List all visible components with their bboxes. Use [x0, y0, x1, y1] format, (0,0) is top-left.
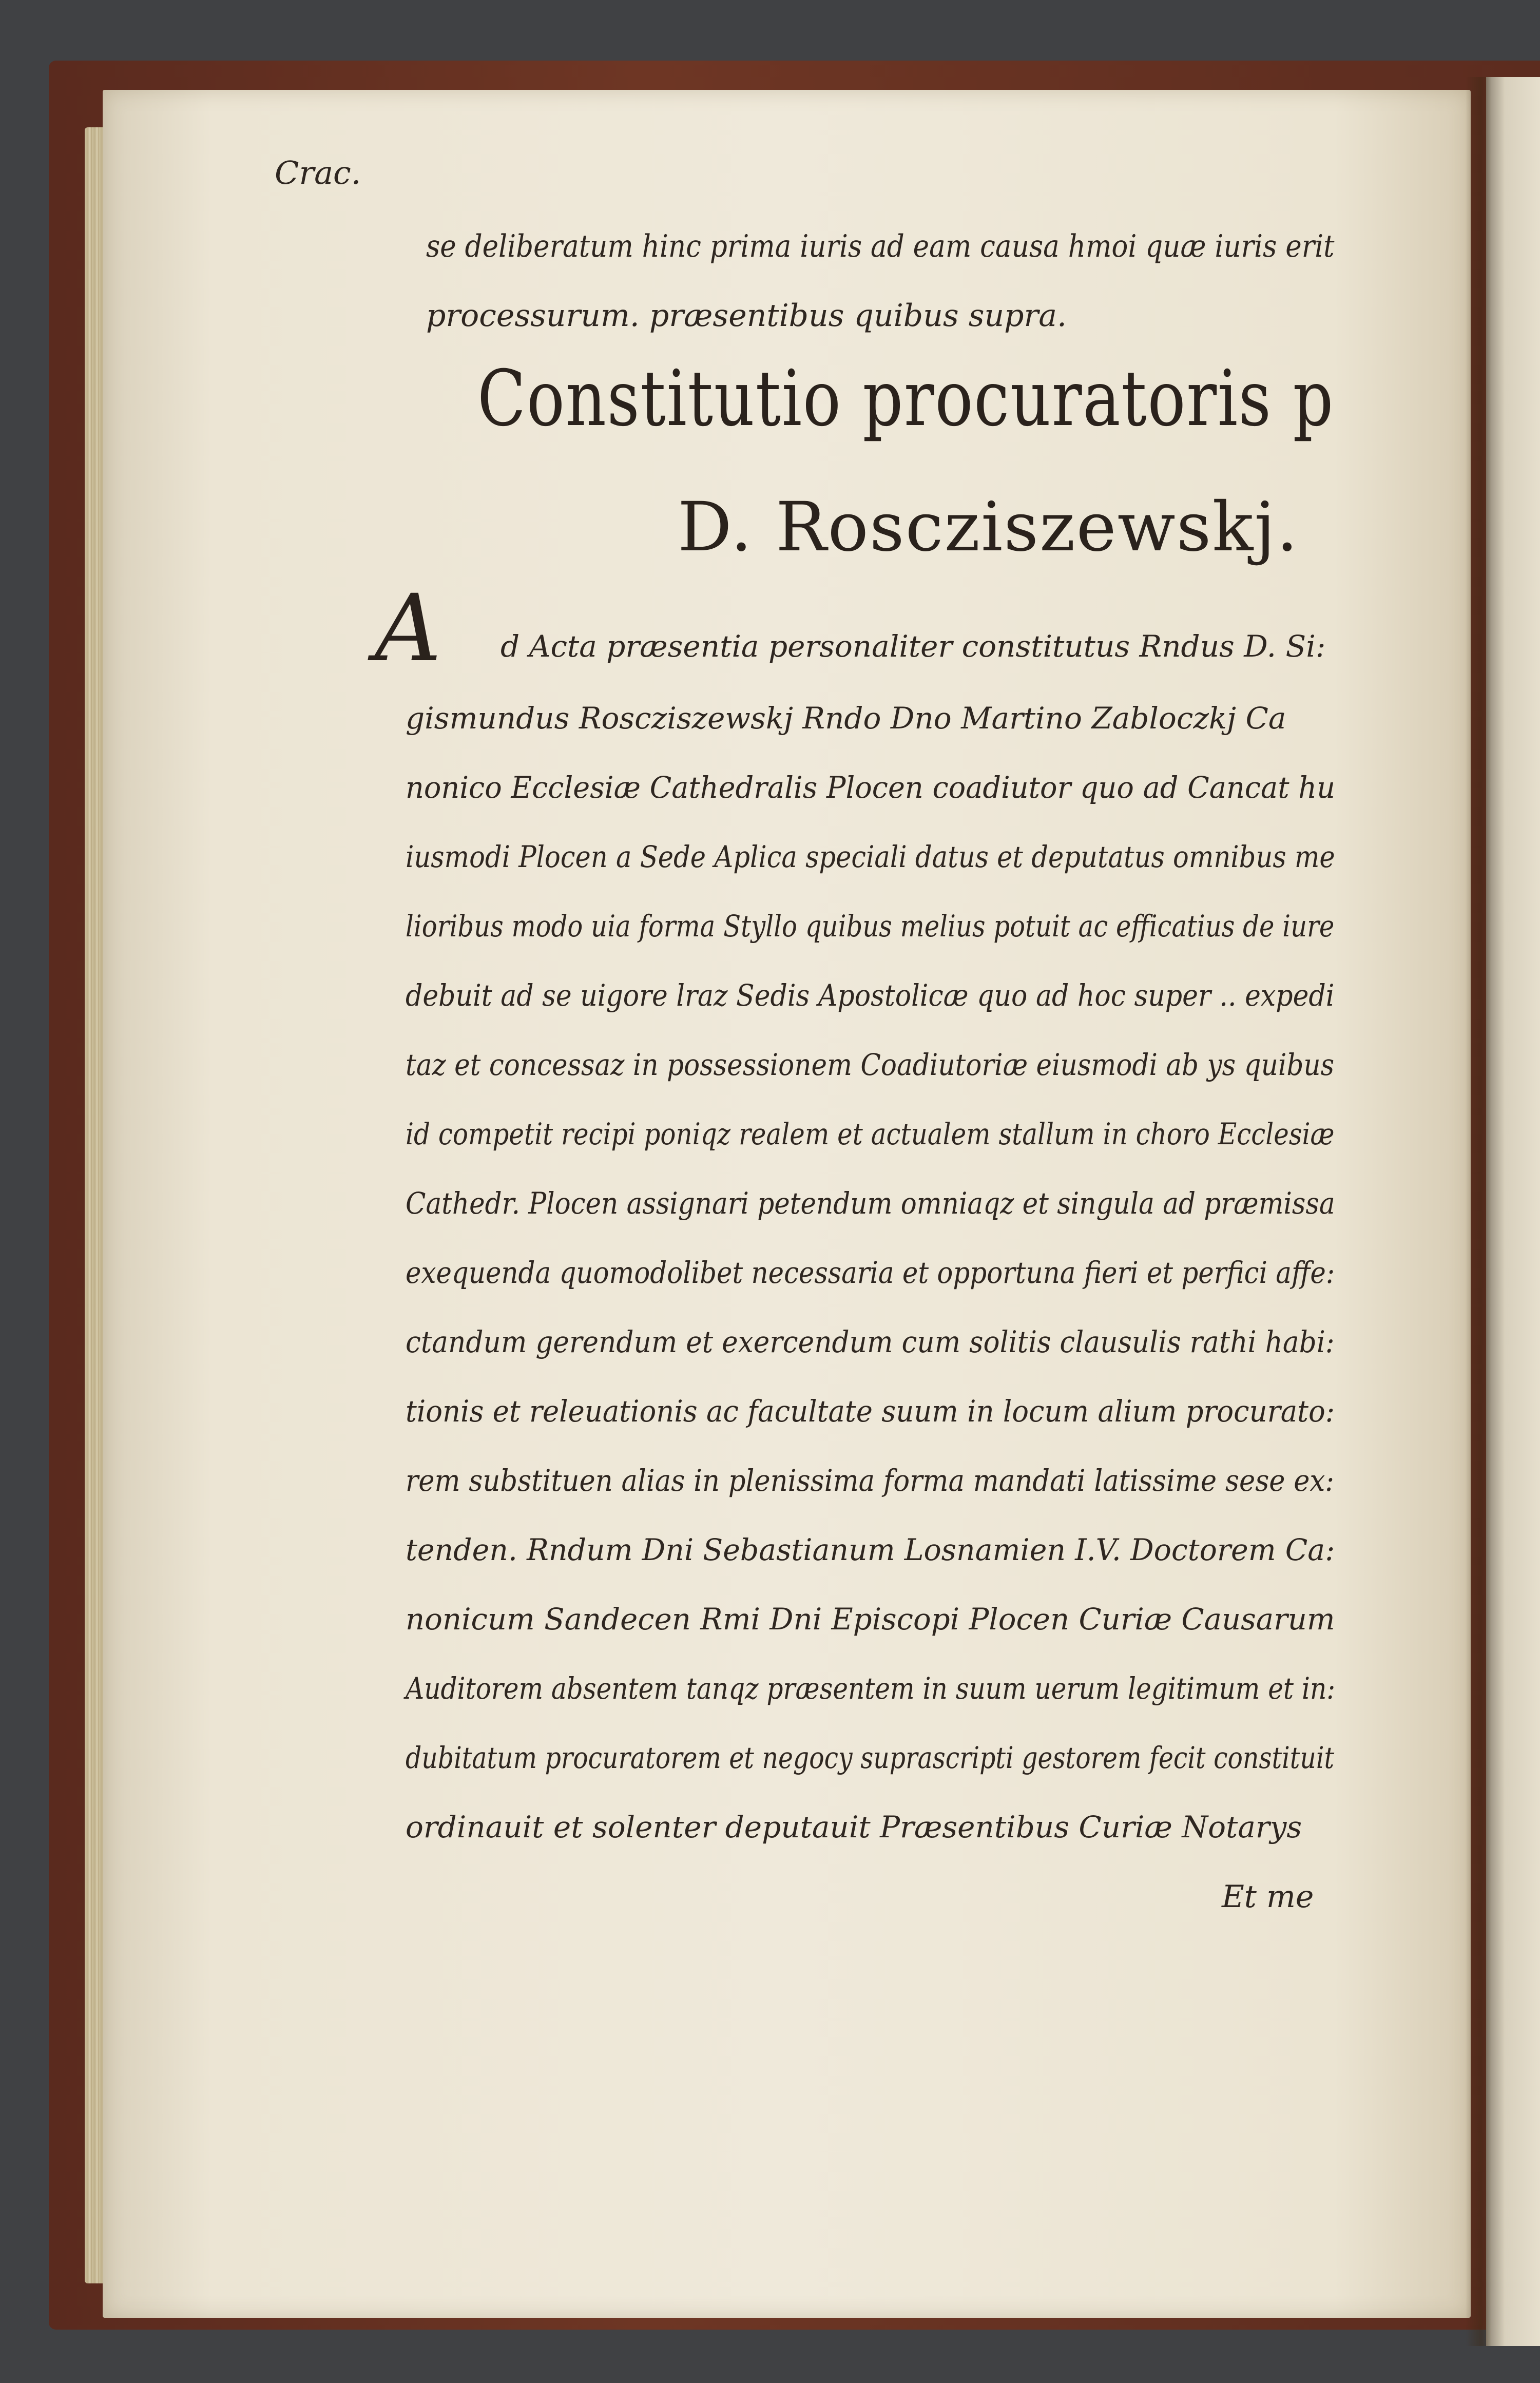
body-line-14: tenden. Rndum Dni Sebastianum Losnamien I.V. Doctorem Ca: [406, 1532, 1335, 1567]
body-line-4: iusmodi Plocen a Sede Aplica speciali datus et deputatus omnibus me [406, 839, 1335, 874]
decorated-initial: A [375, 575, 441, 682]
margin-note: Crac. [275, 154, 361, 191]
body-line-1: d Acta præsentia personaliter constitutus Rndus D. Si: [500, 629, 1326, 664]
body-line-5: lioribus modo uia forma Styllo quibus melius potuit ac efficatius de iure [406, 909, 1335, 944]
body-line-12: tionis et releuationis ac facultate suum in locum alium procurato: [406, 1394, 1335, 1429]
body-line-7: taz et concessaz in possessionem Coadiutoriæ eiusmodi ab ys quibus [406, 1047, 1335, 1082]
body-line-6: debuit ad se uigore lraz Sedis Apostolicæ quo ad hoc super .. expedi [406, 978, 1335, 1013]
heading-line-1: Constitutio procuratoris p [477, 354, 1334, 444]
body-line-16: Auditorem absentem tanqz præsentem in suum uerum legitimum et in: [406, 1671, 1336, 1706]
carry-over-line-1: se deliberatum hinc prima iuris ad eam causa hmoi quæ iuris erit [426, 228, 1335, 264]
body-line-10: exequenda quomodolibet necessaria et opportuna fieri et perfici affe: [406, 1255, 1335, 1290]
body-line-9: Cathedr. Plocen assignari petendum omniaqz et singula ad præmissa [406, 1186, 1335, 1221]
body-line-11: ctandum gerendum et exercendum cum solitis clausulis rathi habi: [406, 1324, 1335, 1359]
body-line-15: nonicum Sandecen Rmi Dni Episcopi Plocen Curiæ Causarum [406, 1602, 1335, 1637]
body-line-17: dubitatum procuratorem et negocy suprascripti gestorem fecit constituit [406, 1740, 1335, 1775]
binding-gutter [1466, 77, 1491, 2346]
carry-over-line-2: processurum. præsentibus quibus supra. [426, 298, 1067, 334]
heading-line-2: D. Roscziszewskj. [678, 488, 1299, 567]
body-line-8: id competit recipi poniqz realem et actualem stallum in choro Ecclesiæ [406, 1117, 1335, 1151]
catchword: Et me [1222, 1879, 1314, 1915]
body-line-2: gismundus Roscziszewskj Rndo Dno Martino Zabloczkj Ca [406, 701, 1286, 736]
facing-page-edge [1486, 77, 1540, 2346]
body-line-18: ordinauit et solenter deputauit Præsentibus Curiæ Notarys [406, 1810, 1302, 1844]
body-line-3: nonico Ecclesiæ Cathedralis Plocen coadiutor quo ad Cancat hu [406, 770, 1335, 805]
body-line-13: rem substituen alias in plenissima forma mandati latissime sese ex: [406, 1463, 1335, 1498]
